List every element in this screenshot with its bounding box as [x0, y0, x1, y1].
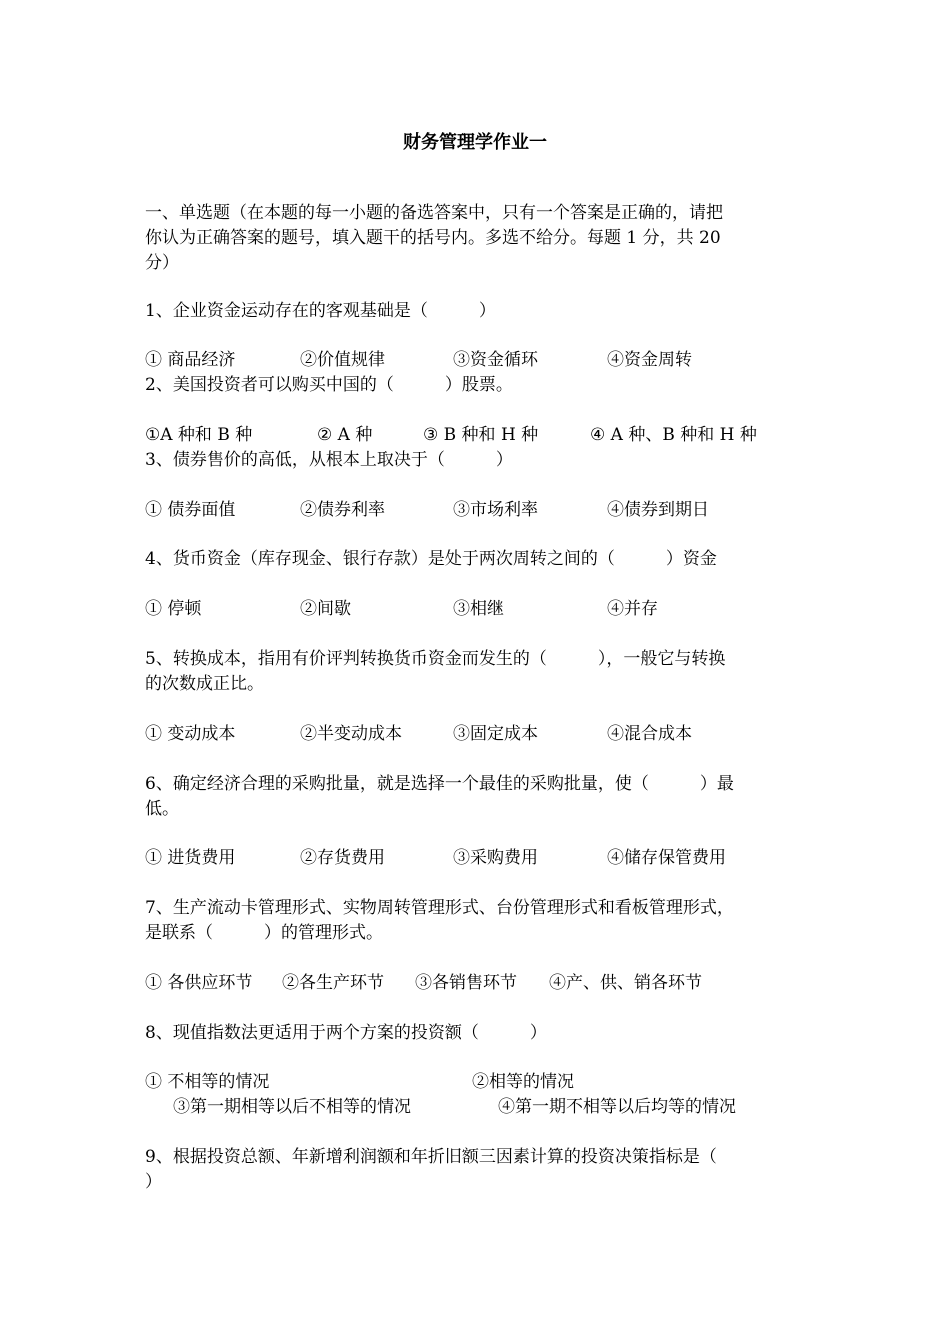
question-1-stem: 1、企业资金运动存在的客观基础是（ ） [145, 301, 496, 321]
question-4-stem: 4、货币资金（库存现金、银行存款）是处于两次周转之间的（ ）资金 [145, 549, 717, 569]
question-5-stem-line-2: 的次数成正比。 [145, 674, 264, 694]
option: ④第一期不相等以后均等的情况 [498, 1097, 736, 1117]
option: ②相等的情况 [472, 1072, 574, 1092]
option: ① 停顿 [145, 599, 202, 619]
option: ①A 种和 B 种 [145, 425, 253, 445]
option: ② A 种 [317, 425, 373, 445]
option: ① 商品经济 [145, 350, 236, 370]
option: ③采购费用 [453, 848, 538, 868]
option: ②价值规律 [300, 350, 385, 370]
option: ③各销售环节 [415, 973, 517, 993]
option: ④混合成本 [607, 724, 692, 744]
option: ③相继 [453, 599, 504, 619]
question-6-stem-line-1: 6、确定经济合理的采购批量，就是选择一个最佳的采购批量，使（ ）最 [145, 774, 734, 794]
question-9-stem-line-1: 9、根据投资总额、年新增利润额和年折旧额三因素计算的投资决策指标是（ [145, 1147, 717, 1167]
section-instructions-line-1: 一、单选题（在本题的每一小题的备选答案中，只有一个答案是正确的，请把 [145, 203, 723, 223]
option: ②债券利率 [300, 500, 385, 520]
question-5-stem-line-1: 5、转换成本，指用有价评判转换货币资金而发生的（ ），一般它与转换 [145, 649, 726, 669]
question-2-stem: 2、美国投资者可以购买中国的（ ）股票。 [145, 375, 513, 395]
option: ③第一期相等以后不相等的情况 [173, 1097, 411, 1117]
option: ③资金循环 [453, 350, 538, 370]
option: ④ A 种、B 种和 H 种 [590, 425, 757, 445]
option: ① 进货费用 [145, 848, 236, 868]
option: ④产、供、销各环节 [549, 973, 702, 993]
question-9-stem-line-2: ） [145, 1172, 162, 1192]
question-6-stem-line-2: 低。 [145, 799, 179, 819]
option: ③市场利率 [453, 500, 538, 520]
option: ① 变动成本 [145, 724, 236, 744]
section-instructions-line-2: 你认为正确答案的题号，填入题干的括号内。多选不给分。每题 1 分，共 20 [145, 228, 721, 248]
option: ②间歇 [300, 599, 351, 619]
option: ① 不相等的情况 [145, 1072, 270, 1092]
section-instructions-line-3: 分） [145, 253, 179, 273]
option: ②各生产环节 [282, 973, 384, 993]
option: ① 债券面值 [145, 500, 236, 520]
option: ④资金周转 [607, 350, 692, 370]
question-7-stem-line-2: 是联系（ ）的管理形式。 [145, 923, 383, 943]
option: ④债券到期日 [607, 500, 709, 520]
document-title: 财务管理学作业一 [403, 132, 547, 153]
option: ③固定成本 [453, 724, 538, 744]
option: ②半变动成本 [300, 724, 402, 744]
option: ②存货费用 [300, 848, 385, 868]
question-3-stem: 3、债券售价的高低，从根本上取决于（ ） [145, 450, 513, 470]
option: ③ B 种和 H 种 [423, 425, 539, 445]
question-7-stem-line-1: 7、生产流动卡管理形式、实物周转管理形式、台份管理形式和看板管理形式， [145, 898, 734, 918]
option: ④并存 [607, 599, 658, 619]
option: ① 各供应环节 [145, 973, 253, 993]
option: ④储存保管费用 [607, 848, 726, 868]
question-8-stem: 8、现值指数法更适用于两个方案的投资额（ ） [145, 1023, 547, 1043]
